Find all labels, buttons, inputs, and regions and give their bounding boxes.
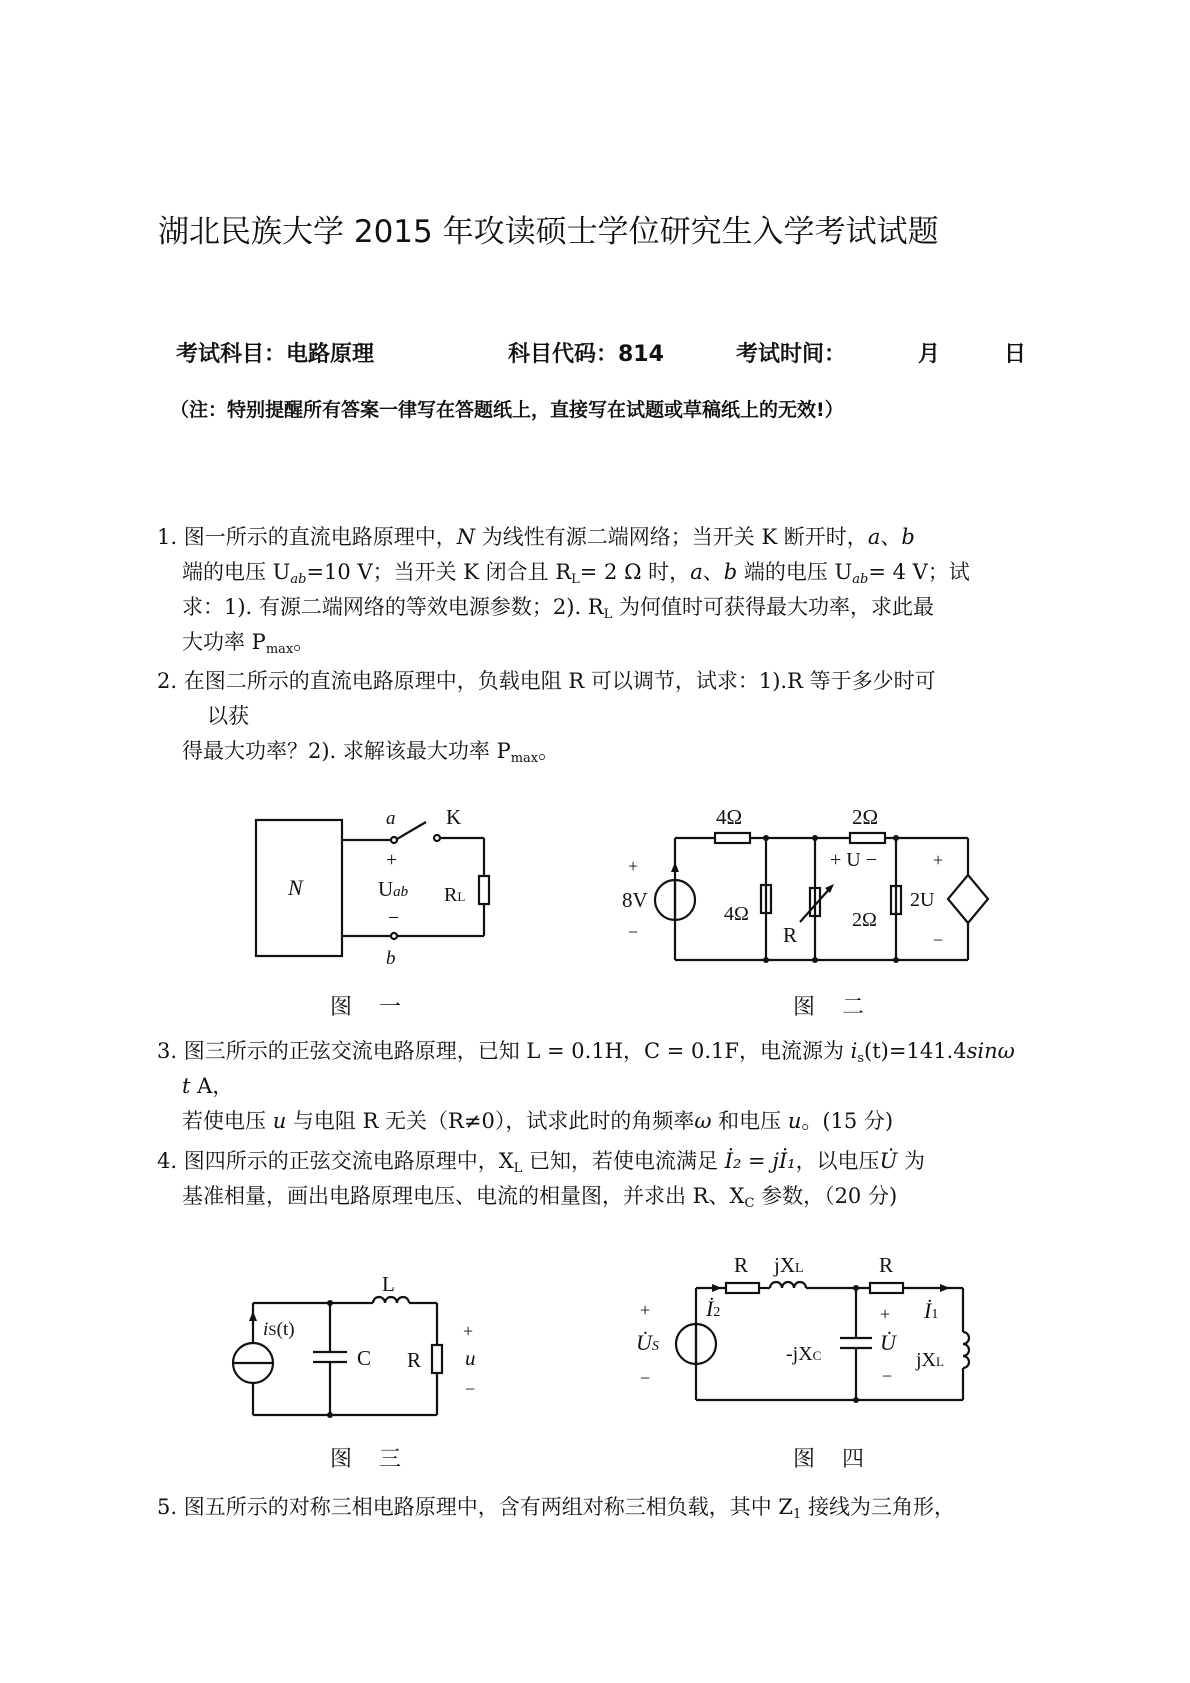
q1-text: =10 V；当开关 K 闭合且 R — [306, 560, 572, 584]
source-arrow-icon — [671, 862, 679, 872]
terminal-a — [391, 837, 397, 843]
q1-text: 大功率 P — [182, 630, 266, 654]
inductor-l — [373, 1297, 409, 1303]
node-dot — [763, 957, 769, 963]
label-r: R — [407, 1348, 422, 1372]
node-a-label: a — [386, 808, 396, 829]
figure-1-circuit — [240, 800, 520, 975]
label-2u: 2U — [910, 889, 935, 911]
node-dot — [327, 1412, 333, 1418]
q3-text: 与电阻 R 无关（R≠0），试求此时的角频率 — [286, 1109, 695, 1133]
node-b-label: b — [386, 948, 396, 969]
voltage-sub: ab — [393, 884, 409, 900]
figure-4-caption: 图 四 — [793, 1447, 874, 1472]
plus-sign: + — [463, 1321, 474, 1341]
label-4ohm-top: 4Ω — [716, 805, 743, 829]
q4-symbol: U̇ — [879, 1149, 898, 1173]
plus-sign: + — [880, 1304, 891, 1324]
current-arrow-icon — [249, 1311, 257, 1321]
figure-2-caption: 图 二 — [793, 995, 874, 1020]
label-is-sub: S — [268, 1323, 277, 1339]
resistor-4ohm-top — [715, 833, 750, 843]
label-is — [263, 1319, 295, 1340]
q3-subscript: s — [857, 1051, 865, 1066]
terminal-b — [391, 933, 397, 939]
q4-text: ，以电压 — [795, 1149, 880, 1173]
label-u-dot: U̇ — [880, 1330, 896, 1355]
q1-text: 端的电压 U — [737, 560, 853, 584]
network-label: N — [288, 875, 303, 900]
figure-1-caption: 图 一 — [330, 995, 411, 1020]
label-jxl-2 — [915, 1349, 944, 1371]
q1-text: = 4 V；试 — [868, 560, 970, 584]
q2-line-2: 以获 — [207, 704, 249, 728]
q4-text: 已知，若使电流满足 — [522, 1149, 725, 1173]
q3-symbol: u — [272, 1109, 287, 1133]
q1-text: 、 — [702, 560, 724, 584]
q3-text: 3. 图三所示的正弦交流电路原理，已知 L = 0.1H，C = 0.1F，电流源为 — [157, 1039, 851, 1063]
q1-line-2 — [157, 555, 970, 590]
node-dot — [812, 957, 818, 963]
q1-network-symbol: N — [456, 525, 476, 549]
minus-sign: − — [465, 1379, 476, 1399]
switch-contact — [434, 835, 440, 841]
label-jxl2-main: jX — [916, 1349, 936, 1371]
q4-text: 为 — [897, 1149, 925, 1173]
label-is-arg: (t) — [276, 1319, 295, 1340]
q2-subscript: max — [510, 751, 539, 766]
q1-text: 为何值时可获得最大功率，求此最 — [612, 595, 934, 619]
node-dot — [853, 1285, 859, 1291]
minus-sign: − — [933, 930, 944, 950]
node-dot — [893, 835, 899, 841]
q4-subscript: L — [513, 1161, 523, 1176]
q3-symbol: sinω — [966, 1039, 1015, 1063]
q3-symbol: ω — [694, 1109, 712, 1133]
minus-sign: − — [640, 1368, 651, 1388]
label-jxc — [786, 1343, 821, 1365]
q1-text: 为线性有源二端网络；当开关 K 断开时， — [475, 525, 868, 549]
q1-subscript: ab — [290, 572, 307, 587]
q1-line-1 — [157, 520, 970, 555]
q3-text: (t)=141.4 — [864, 1039, 967, 1063]
current-i1-arrow-icon — [940, 1284, 950, 1292]
current-i2-arrow-icon — [712, 1284, 722, 1292]
switch-label: K — [446, 805, 462, 829]
q1-node-a: a — [690, 560, 703, 584]
resistor-r1 — [726, 1283, 759, 1293]
exam-time-label: 考试时间： — [736, 342, 847, 367]
label-l: L — [382, 1272, 395, 1296]
question-4 — [157, 1144, 925, 1214]
label-u: u — [465, 1346, 476, 1370]
q3-symbol: i — [850, 1039, 858, 1063]
q1-node-a: a — [867, 525, 881, 549]
label-us-main: U̇ — [636, 1330, 652, 1355]
resistor-2ohm-top — [850, 833, 885, 843]
exam-subject: 考试科目：电路原理 — [176, 342, 375, 367]
figure-4-circuit — [630, 1250, 990, 1420]
label-r2: R — [879, 1253, 894, 1277]
question-5 — [157, 1490, 955, 1525]
q1-text: 。 — [293, 630, 315, 654]
label-jxl-main: jX — [774, 1253, 795, 1277]
label-u: + U − — [830, 849, 878, 871]
load-sub: L — [457, 889, 466, 904]
label-jxl — [773, 1253, 804, 1277]
minus-sign: − — [882, 1366, 893, 1386]
q3-line-2 — [157, 1069, 1015, 1104]
q4-text: 4. 图四所示的正弦交流电路原理中，X — [157, 1149, 514, 1173]
inductor-jxl-2 — [963, 1332, 969, 1368]
dependent-source-diamond — [948, 875, 988, 923]
q3-text: A， — [190, 1074, 234, 1098]
q1-node-b: b — [901, 525, 915, 549]
q3-text: 和电压 — [711, 1109, 788, 1133]
q3-line-3 — [157, 1104, 1015, 1139]
q3-text: 。(15 分) — [801, 1109, 894, 1133]
exam-note: （注：特别提醒所有答案一律写在答题纸上，直接写在试题或草稿纸上的无效!） — [170, 399, 844, 421]
label-jxc-sub: C — [812, 1348, 822, 1363]
label-jxc-main: -jX — [786, 1343, 813, 1365]
exam-month: 月 — [918, 342, 941, 367]
q1-node-b: b — [723, 560, 738, 584]
voltage-main: U — [378, 877, 394, 901]
q5-line-1 — [157, 1490, 955, 1525]
label-r1: R — [734, 1253, 749, 1277]
label-8v: 8V — [622, 888, 648, 912]
minus-sign: − — [628, 922, 639, 942]
question-1 — [157, 520, 970, 660]
q1-line-3 — [157, 590, 970, 625]
q2-text: 得最大功率？2). 求解该最大功率 P — [182, 739, 511, 763]
q1-subscript: ab — [852, 572, 869, 587]
q4-equation: İ₂ = jİ₁ — [724, 1149, 796, 1173]
node-dot — [763, 835, 769, 841]
label-2ohm-right: 2Ω — [852, 909, 877, 931]
plus-sign: + — [933, 850, 944, 870]
label-jxl2-sub: L — [936, 1354, 944, 1369]
q1-text: 1. 图一所示的直流电路原理中， — [157, 525, 457, 549]
label-is-main: i — [263, 1319, 269, 1340]
plus-sign: + — [386, 849, 398, 871]
label-c: C — [357, 1346, 372, 1370]
switch-blade — [397, 822, 426, 839]
node-dot — [812, 835, 818, 841]
q5-subscript: 1 — [792, 1507, 802, 1522]
minus-sign: − — [388, 907, 400, 929]
q1-text: 求：1). 有源二端网络的等效电源参数；2). R — [182, 595, 604, 619]
plus-sign: + — [628, 856, 639, 876]
exam-code: 科目代码：814 — [508, 342, 664, 367]
q4-text: 参数，（20 分) — [754, 1184, 898, 1208]
figure-2-circuit — [620, 800, 1000, 970]
label-i2 — [705, 1296, 720, 1321]
q5-text: 接线为三角形， — [801, 1495, 955, 1519]
q4-line-2 — [157, 1179, 925, 1214]
figure-3-caption: 图 三 — [330, 1447, 411, 1472]
exam-title: 湖北民族大学 2015 年攻读硕士学位研究生入学考试试题 — [158, 214, 939, 250]
load-label — [444, 884, 465, 906]
resistor-r — [432, 1345, 442, 1373]
q1-subscript: L — [603, 607, 613, 622]
q2-text: 。 — [538, 739, 560, 763]
q1-text: 端的电压 U — [182, 560, 291, 584]
q1-subscript: L — [571, 572, 580, 587]
node-dot — [853, 1397, 859, 1403]
label-i1-sub: 1 — [931, 1307, 939, 1322]
q3-symbol: u — [787, 1109, 802, 1133]
q1-text: 、 — [880, 525, 902, 549]
label-2ohm-top: 2Ω — [852, 805, 879, 829]
resistor-r2 — [870, 1283, 903, 1293]
q1-line-4 — [157, 625, 970, 660]
q3-symbol: t — [182, 1074, 191, 1098]
q4-subscript: C — [744, 1196, 755, 1211]
q1-subscript: max — [265, 642, 294, 657]
question-3 — [157, 1034, 1015, 1139]
label-i1 — [923, 1298, 938, 1323]
label-us-sub: S — [651, 1339, 659, 1354]
label-i2-main: İ — [706, 1296, 714, 1321]
node-dot — [327, 1300, 333, 1306]
q1-text: = 2 Ω 时， — [579, 560, 691, 584]
plus-sign: + — [640, 1300, 651, 1320]
label-i2-sub: 2 — [713, 1305, 721, 1320]
load-main: R — [444, 884, 458, 906]
inductor-jxl — [770, 1282, 806, 1288]
figure-3-circuit — [225, 1265, 505, 1430]
load-resistor — [479, 876, 489, 904]
label-4ohm-mid: 4Ω — [724, 903, 749, 925]
q4-line-1 — [157, 1144, 925, 1179]
label-i1-main: İ — [924, 1298, 932, 1323]
label-jxl-sub: L — [795, 1261, 804, 1276]
exam-day: 日 — [1004, 342, 1027, 367]
label-us — [636, 1330, 659, 1355]
q4-text: 基准相量，画出电路原理电压、电流的相量图，并求出 R、X — [182, 1184, 745, 1208]
label-r: R — [783, 923, 798, 947]
q2-line-1: 2. 在图二所示的直流电路原理中，负载电阻 R 可以调节，试求：1).R 等于多少时可 — [157, 669, 936, 693]
q3-line-1 — [157, 1034, 1015, 1069]
q5-text: 5. 图五所示的对称三相电路原理中，含有两组对称三相负载，其中 Z — [157, 1495, 793, 1519]
voltage-label — [378, 877, 409, 901]
q2-line-3 — [157, 734, 936, 769]
question-2 — [157, 664, 936, 769]
node-dot — [893, 957, 899, 963]
q3-text: 若使电压 — [182, 1109, 273, 1133]
